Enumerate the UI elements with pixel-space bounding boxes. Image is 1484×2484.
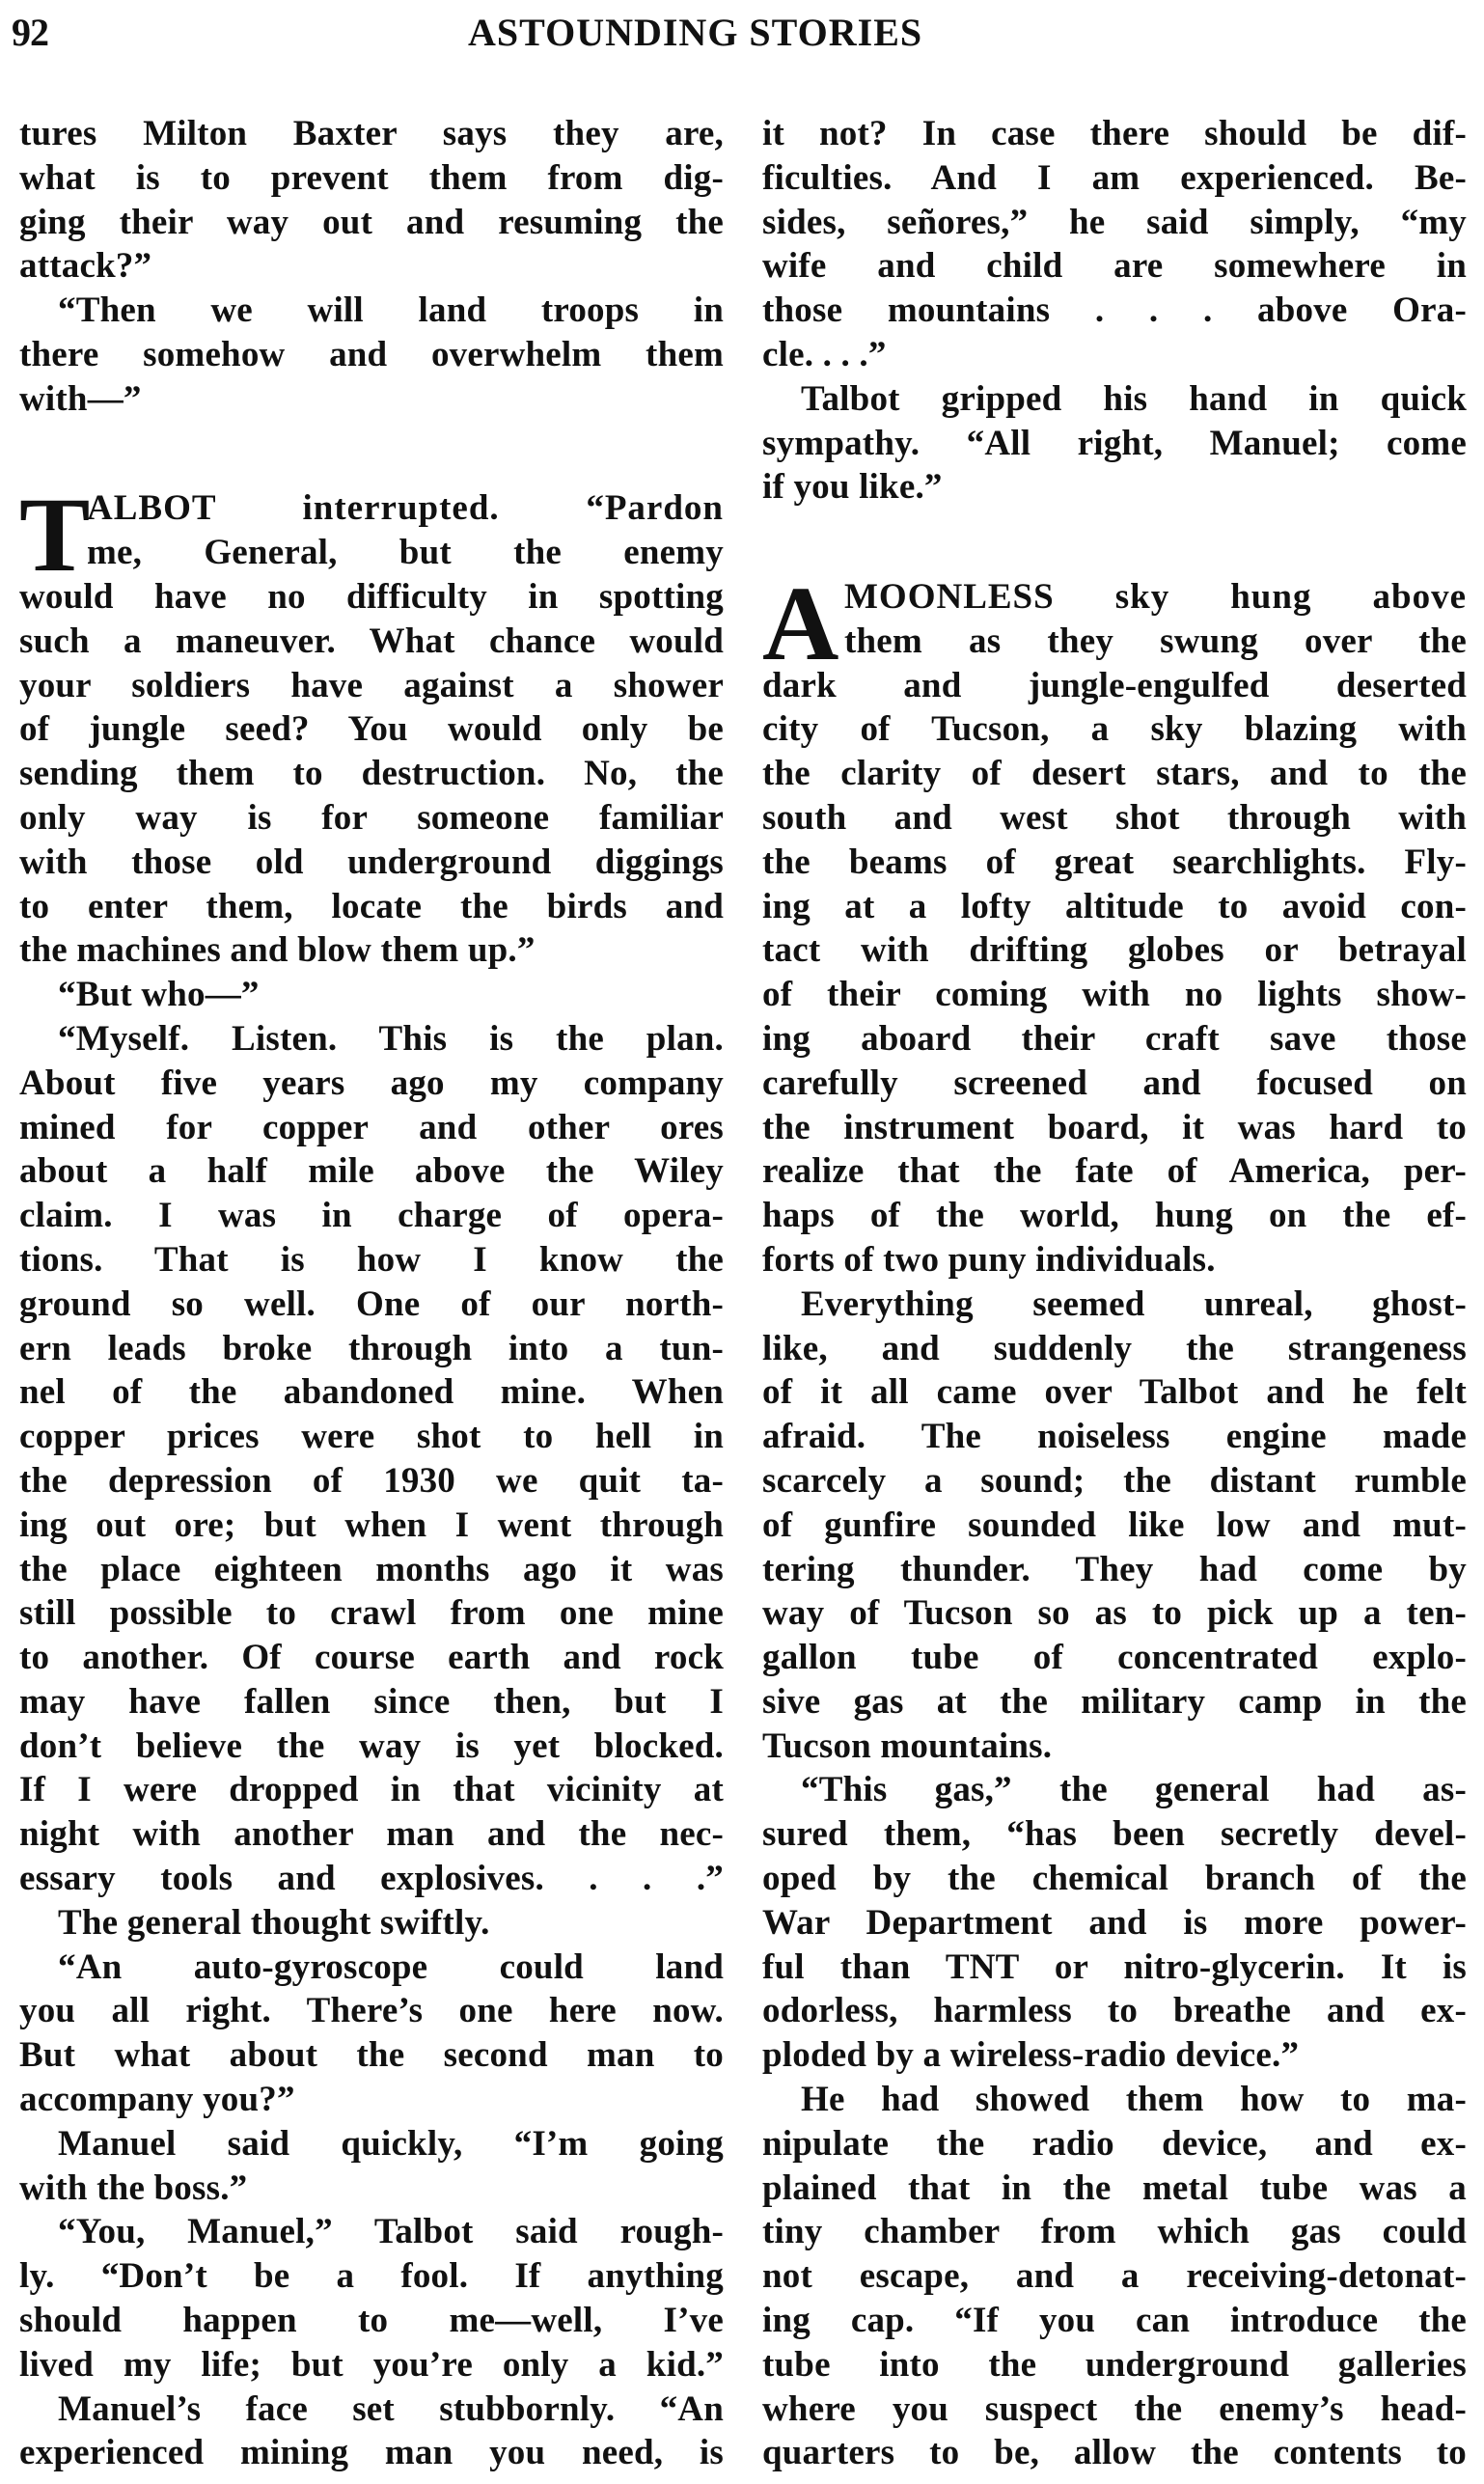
text-line: ground so well. One of our north-	[19, 1283, 724, 1324]
text-line: lived my life; but you’re only a kid.”	[19, 2344, 724, 2385]
text-line: War Department and is more power-	[762, 1902, 1467, 1943]
text-line: south and west shot through with	[762, 797, 1467, 838]
text-line: ficulties. And I am experienced. Be-	[762, 157, 1467, 198]
text-line: Talbot gripped his hand in quick	[801, 378, 1467, 419]
text-line: cle. . . .”	[762, 334, 887, 374]
text-line: city of Tucson, a sky blazing with	[762, 709, 1467, 750]
text-line: attack?”	[19, 246, 152, 287]
section-break	[762, 510, 1467, 554]
text-line: experienced mining man you need, is	[19, 2433, 724, 2473]
text-line: afraid. The noiseless engine made	[762, 1417, 1467, 1457]
text-line: of gunfire sounded like low and mut-	[762, 1504, 1467, 1545]
text-line: the place eighteen months ago it was	[19, 1549, 724, 1589]
text-line: If I were dropped in that vicinity at	[19, 1770, 724, 1810]
page-number: 92	[12, 11, 48, 54]
text-line: night with another man and the nec-	[19, 1814, 724, 1855]
text-line: may have fallen since then, but I	[19, 1681, 724, 1722]
text-line: sured them, “has been secretly devel-	[762, 1814, 1467, 1855]
text-line: accompany you?”	[19, 2080, 295, 2120]
text-line: like, and suddenly the strangeness	[762, 1328, 1467, 1368]
text-line: scarcely a sound; the distant rumble	[762, 1460, 1467, 1501]
text-line: “An auto-gyroscope could land	[58, 1946, 724, 1987]
text-line: But what about the second man to	[19, 2035, 724, 2076]
text-line: the instrument board, it was hard to	[762, 1107, 1467, 1147]
running-title: ASTOUNDING STORIES	[468, 11, 923, 54]
text-line: with—”	[19, 378, 142, 419]
text-line: to another. Of course earth and rock	[19, 1638, 724, 1678]
text-line: of jungle seed? You would only be	[19, 709, 724, 750]
text-line: such a maneuver. What chance would	[19, 621, 724, 661]
text-line: tures Milton Baxter says they are,	[19, 114, 724, 153]
text-line: claim. I was in charge of opera-	[19, 1196, 724, 1236]
text-line: essary tools and explosives. . . .”	[19, 1859, 724, 1899]
text-line: those mountains . . . above Ora-	[762, 290, 1467, 331]
text-line: them as they swung over the	[844, 621, 1467, 661]
text-line: tions. That is how I know the	[19, 1239, 724, 1280]
text-line: sending them to destruction. No, the	[19, 754, 724, 794]
text-line: the depression of 1930 we quit ta-	[19, 1460, 724, 1501]
text-line: there somehow and overwhelm them	[19, 334, 724, 374]
drop-cap: T	[19, 476, 91, 594]
text-line: sides, señores,” he said simply, “my	[762, 202, 1467, 242]
text-line: of their coming with no lights show-	[762, 975, 1467, 1015]
text-line: oped by the chemical branch of the	[762, 1859, 1467, 1899]
text-line: with the boss.”	[19, 2167, 248, 2208]
text-line: ing out ore; but when I went through	[19, 1504, 724, 1545]
text-line: quarters to be, allow the contents to	[762, 2433, 1467, 2473]
text-line: of it all came over Talbot and he felt	[762, 1372, 1467, 1413]
text-line: me, General, but the enemy	[87, 533, 724, 573]
text-line: “Myself. Listen. This is the plan.	[58, 1018, 724, 1059]
text-line: nel of the abandoned mine. When	[19, 1372, 724, 1413]
section-break-pad	[762, 554, 1467, 575]
text-line: About five years ago my company	[19, 1063, 724, 1103]
section-break	[19, 422, 724, 466]
text-line: He had showed them how to ma-	[801, 2080, 1467, 2120]
text-line: ploded by a wireless-radio device.”	[762, 2035, 1300, 2076]
text-line: about a half mile above the Wiley	[19, 1151, 724, 1192]
text-line: plained that in the metal tube was a	[762, 2167, 1467, 2208]
text-line: don’t believe the way is yet blocked.	[19, 1725, 724, 1766]
text-line: wife and child are somewhere in	[762, 246, 1467, 287]
text-line: tact with drifting globes or betrayal	[762, 930, 1467, 971]
text-line: you all right. There’s one here now.	[19, 1991, 724, 2031]
text-line: to enter them, locate the birds and	[19, 886, 724, 926]
text-line: mined for copper and other ores	[19, 1107, 724, 1147]
text-line: what is to prevent them from dig-	[19, 157, 724, 198]
section-break-pad	[19, 465, 724, 486]
text-line: carefully screened and focused on	[762, 1063, 1467, 1103]
text-line: ly. “Don’t be a fool. If anything	[19, 2256, 724, 2297]
text-line: the machines and blow them up.”	[19, 930, 536, 971]
text-line: tering thunder. They had come by	[762, 1549, 1467, 1589]
text-line: way of Tucson so as to pick up a ten-	[762, 1593, 1467, 1634]
text-line: MOONLESS sky hung above	[844, 576, 1467, 617]
text-line: ging their way out and resuming the	[19, 202, 724, 242]
text-line: your soldiers have against a shower	[19, 665, 724, 705]
text-line: gallon tube of concentrated explo-	[762, 1638, 1467, 1678]
text-line: would have no difficulty in spotting	[19, 576, 724, 617]
section-start-moonless	[762, 564, 1467, 682]
text-line: ing cap. “If you can introduce the	[762, 2301, 1467, 2341]
text-line: it not? In case there should be dif-	[762, 114, 1467, 153]
page-header	[0, 0, 1484, 77]
text-line: where you suspect the enemy’s head-	[762, 2388, 1467, 2429]
text-line: not escape, and a receiving-detonat-	[762, 2256, 1467, 2297]
text-line: ing aboard their craft save those	[762, 1018, 1467, 1059]
text-line: copper prices were shot to hell in	[19, 1417, 724, 1457]
text-line: realize that the fate of America, per-	[762, 1151, 1467, 1192]
text-line: the clarity of desert stars, and to the	[762, 754, 1467, 794]
text-line: only way is for someone familiar	[19, 797, 724, 838]
text-line: ern leads broke through into a tun-	[19, 1328, 724, 1368]
text-line: “But who—”	[58, 975, 260, 1015]
drop-cap: A	[762, 564, 839, 682]
text-line: the beams of great searchlights. Fly-	[762, 842, 1467, 882]
text-line: Everything seemed unreal, ghost-	[801, 1283, 1467, 1324]
text-line: should happen to me—well, I’ve	[19, 2301, 724, 2341]
text-line: The general thought swiftly.	[58, 1902, 490, 1943]
text-line: ALBOT interrupted. “Pardon	[87, 488, 724, 529]
text-line: Manuel’s face set stubbornly. “An	[58, 2388, 724, 2429]
text-line: tiny chamber from which gas could	[762, 2212, 1467, 2252]
text-line: “You, Manuel,” Talbot said rough-	[58, 2212, 724, 2252]
section-start-talbot	[19, 476, 724, 594]
left-column	[19, 112, 724, 2475]
text-line: ing at a lofty altitude to avoid con-	[762, 886, 1467, 926]
text-line: “This gas,” the general had as-	[801, 1770, 1467, 1810]
text-line: sive gas at the military camp in the	[762, 1681, 1467, 1722]
text-line: still possible to crawl from one mine	[19, 1593, 724, 1634]
text-line: ful than TNT or nitro-glycerin. It is	[762, 1946, 1467, 1987]
text-line: Manuel said quickly, “I’m going	[58, 2123, 724, 2164]
text-line: if you like.”	[762, 467, 943, 508]
text-line: forts of two puny individuals.	[762, 1239, 1216, 1280]
text-line: odorless, harmless to breathe and ex-	[762, 1991, 1467, 2031]
text-line: with those old underground diggings	[19, 842, 724, 882]
text-line: “Then we will land troops in	[58, 290, 724, 331]
text-line: dark and jungle-engulfed deserted	[762, 665, 1467, 705]
text-line: tube into the underground galleries	[762, 2344, 1467, 2385]
text-line: haps of the world, hung on the ef-	[762, 1196, 1467, 1236]
text-line: sympathy. “All right, Manuel; come	[762, 423, 1467, 463]
right-column	[762, 112, 1467, 2475]
text-line: Tucson mountains.	[762, 1725, 1053, 1766]
text-line: nipulate the radio device, and ex-	[762, 2123, 1467, 2164]
